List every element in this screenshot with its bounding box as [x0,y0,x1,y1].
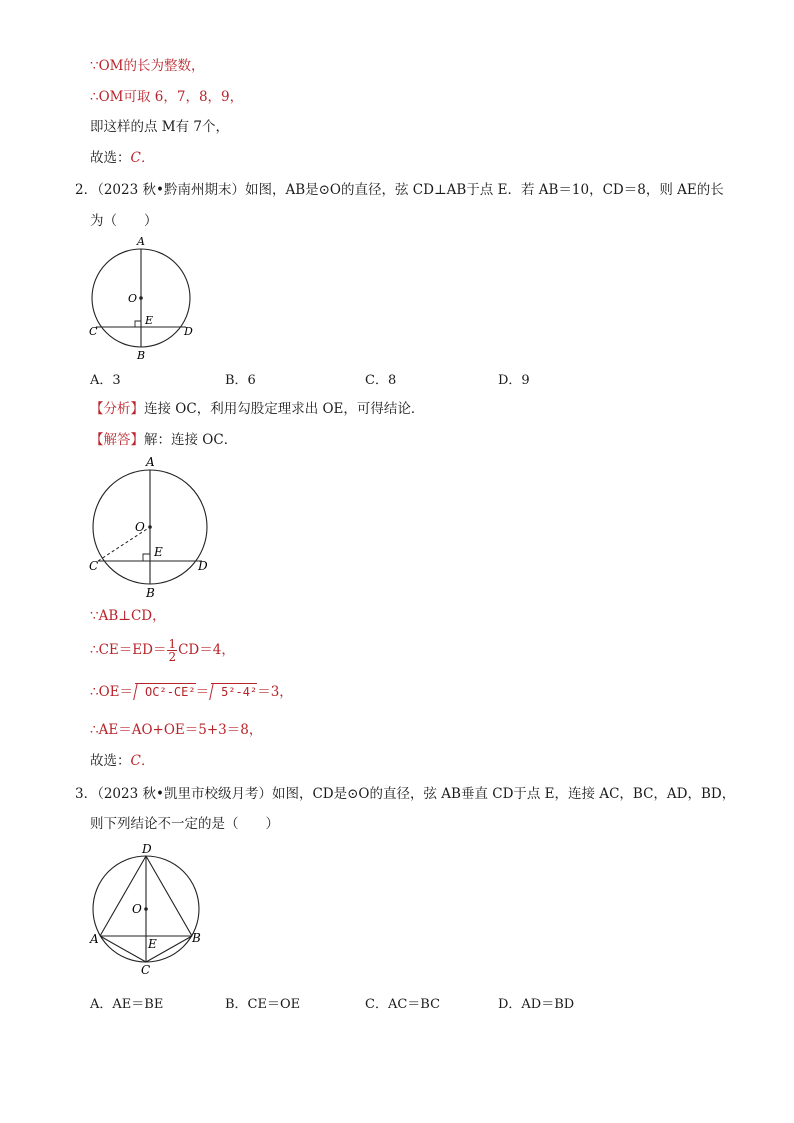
q2-sol-center-dot [148,525,152,529]
q3-segment-ad [100,856,146,936]
q3-label-e: E [148,937,157,951]
q1-line-values: ∴OM可取 6，7，8，9， [90,89,244,105]
q3-stem-line1: 3．（2023 秋•凯里市校级月考）如图，CD是⊙O的直径，弦 AB垂直 CD于点 E，连接 AC，BC，AD，BD， [75,786,736,802]
q3-label-o: O [132,902,142,916]
q2-step2-denominator: 2 [168,650,177,664]
q1-answer-choice: C． [130,150,155,166]
q2-center-dot [139,296,143,300]
q2-sol-label-d: D [198,559,208,573]
q2-right-angle-mark [135,321,141,327]
q2-analysis [90,400,424,418]
q3-choice-a[interactable]: A．AE＝BE [90,997,164,1012]
q2-analysis-tag: 【分析】 [90,401,144,417]
q2-stem-line1: 2．（2023 秋•黔南州期末）如图，AB是⊙O的直径，弦 CD⊥AB于点 E．若 AB＝10，CD＝8，则 AE的长 [75,182,724,198]
q3-stem-line2: 则下列结论不一定的是（ ） [90,816,279,832]
q3-segment-bd [146,856,192,936]
q2-label-o: O [128,292,138,305]
q2-step4: ∴AE＝AO+OE＝5+3＝8， [90,722,263,738]
q1-line-integer: ∵OM的长为整数， [90,58,205,74]
q2-solution-figure [80,452,220,602]
q3-segment-ac [100,936,146,962]
q2-choice-b[interactable]: B．6 [225,373,256,388]
q2-analysis-text: 连接 OC，利用勾股定理求出 OE，可得结论． [144,401,425,417]
q2-answer-prefix: 故选： [90,753,131,769]
q3-choice-d[interactable]: D．AD＝BD [498,997,575,1012]
q2-sol-label-c: C [89,559,99,573]
q2-solution-tag: 【解答】 [90,432,144,448]
q2-step2-post: CD＝4， [178,642,235,658]
q2-sol-label-b: B [146,586,155,600]
q2-step3 [90,683,293,701]
q2-label-d: D [184,325,193,338]
q2-label-b: B [137,349,146,362]
q2-step3-radical2: 5²-4² [211,683,257,700]
q2-sol-right-angle-mark [143,554,150,561]
q3-label-d: D [142,843,152,856]
q2-solution-text: 解：连接 OC． [144,432,238,448]
q2-label-e: E [145,314,154,327]
q2-sol-label-a: A [146,455,155,469]
q2-sol-label-e: E [154,545,163,559]
q3-label-c: C [141,963,151,977]
q2-step3-post: ＝3， [257,684,293,700]
q2-choice-d[interactable]: D．9 [498,373,530,388]
q2-step3-pre: ∴OE＝ [90,684,134,700]
q3-choice-c[interactable]: C．AC＝BC [365,997,441,1012]
q2-step1: ∵AB⊥CD， [90,608,166,624]
q2-sol-label-o: O [135,520,145,534]
q3-choice-b[interactable]: B．CE＝OE [225,997,301,1012]
q2-step2-fraction [167,638,177,663]
q2-step3-mid: ＝ [195,684,210,700]
q2-choice-c[interactable]: C．8 [365,373,397,388]
q2-step2-pre: ∴CE＝ED＝ [90,642,167,658]
q3-label-a: A [90,932,99,946]
q2-step3-radical1: OC²-CE² [135,683,196,700]
q3-center-dot [144,907,148,911]
q2-step2 [90,638,235,663]
q3-figure [82,843,212,978]
q2-label-c: C [89,325,98,338]
q2-answer-line [90,752,154,770]
q2-answer-choice: C． [130,753,155,769]
q2-stem-line2: 为（ ） [90,213,158,229]
q2-step2-numerator: 1 [168,637,177,651]
q2-figure [80,232,205,362]
q1-answer-line [90,149,154,167]
q1-answer-prefix: 故选： [90,150,131,166]
q2-label-a: A [137,235,145,248]
q2-choice-a[interactable]: A．3 [90,373,121,388]
q2-solution [90,431,237,449]
q1-line-count: 即这样的点 M有 7个， [90,119,229,135]
q3-label-b: B [192,931,201,945]
